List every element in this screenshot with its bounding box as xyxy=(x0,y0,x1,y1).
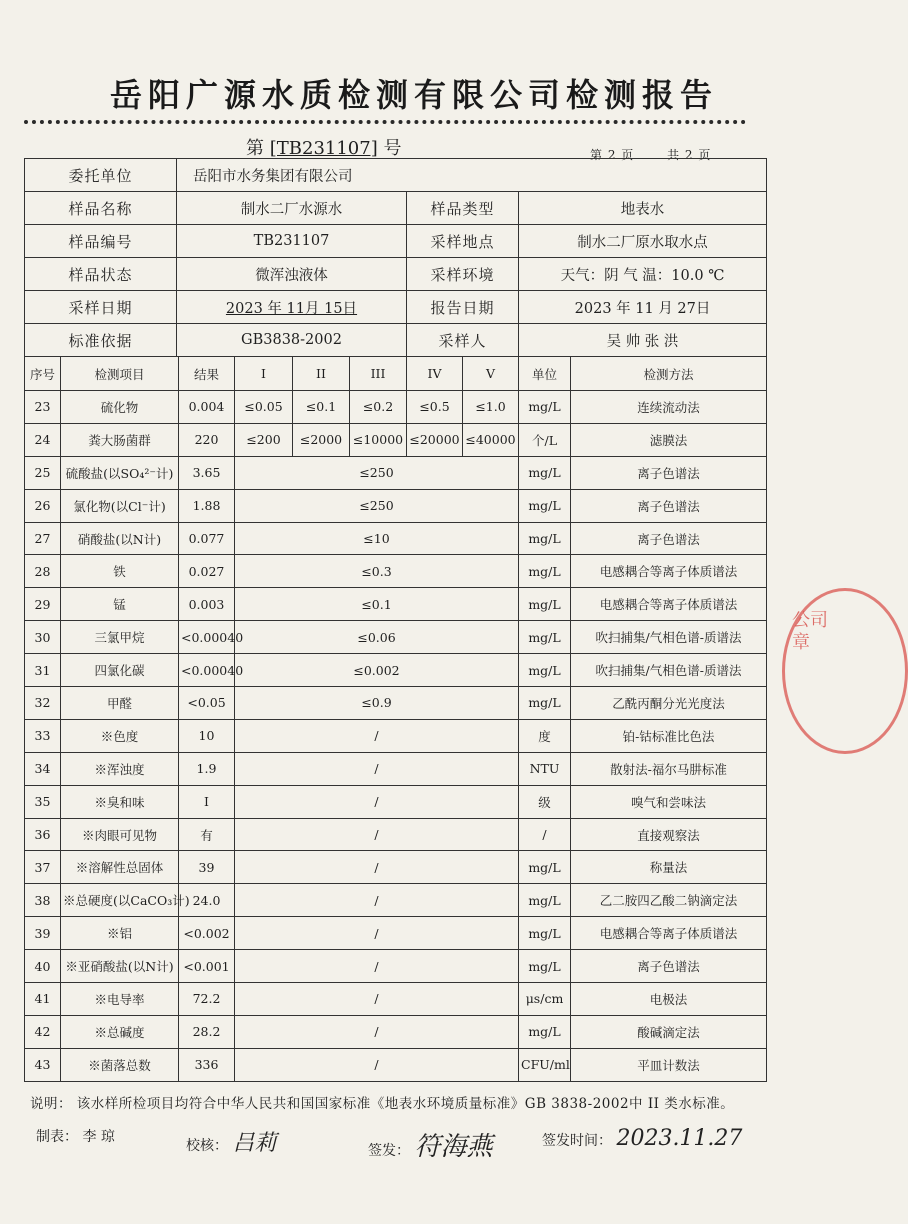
unit: mg/L xyxy=(519,621,571,654)
limit-value: / xyxy=(235,917,519,950)
sampler-label: 采样人 xyxy=(407,324,519,357)
result-value: I xyxy=(179,785,235,818)
row-number: 31 xyxy=(25,654,61,687)
result-value: 0.027 xyxy=(179,555,235,588)
method: 离子色谱法 xyxy=(571,522,767,555)
limit-value: / xyxy=(235,851,519,884)
client-row xyxy=(25,159,767,192)
limit-value: / xyxy=(235,1048,519,1081)
limit-value: ≤10 xyxy=(235,522,519,555)
header-cell: 检测项目 xyxy=(61,357,179,391)
client-value: 岳阳市水务集团有限公司 xyxy=(177,159,767,192)
dotted-divider xyxy=(24,120,746,124)
result-value: 0.077 xyxy=(179,522,235,555)
limit-class-3: ≤0.2 xyxy=(350,391,407,424)
unit: mg/L xyxy=(519,456,571,489)
limit-class-5: ≤40000 xyxy=(463,423,519,456)
method: 电感耦合等离子体质谱法 xyxy=(571,588,767,621)
unit: mg/L xyxy=(519,489,571,522)
issue-time-label: 签发时间： xyxy=(542,1133,612,1149)
test-item: ※臭和味 xyxy=(61,785,179,818)
test-item: ※浑浊度 xyxy=(61,752,179,785)
limit-class-5: ≤1.0 xyxy=(463,391,519,424)
row-number: 34 xyxy=(25,752,61,785)
limit-class-4: ≤0.5 xyxy=(407,391,463,424)
method: 电感耦合等离子体质谱法 xyxy=(571,555,767,588)
report-number-prefix: 第 xyxy=(246,138,264,159)
report-number xyxy=(246,134,401,160)
row-number: 41 xyxy=(25,983,61,1016)
method: 平皿计数法 xyxy=(571,1048,767,1081)
method: 电感耦合等离子体质谱法 xyxy=(571,917,767,950)
issued-signature: 符海燕 xyxy=(414,1132,493,1162)
unit: mg/L xyxy=(519,851,571,884)
unit: 级 xyxy=(519,785,571,818)
row-number: 43 xyxy=(25,1048,61,1081)
result-value: 220 xyxy=(179,423,235,456)
result-value: 72.2 xyxy=(179,983,235,1016)
method: 嗅气和尝味法 xyxy=(571,785,767,818)
env-label: 采样环境 xyxy=(407,258,519,291)
sample-type-label: 样品类型 xyxy=(407,192,519,225)
limit-class-2: ≤0.1 xyxy=(293,391,350,424)
client-label: 委托单位 xyxy=(25,159,177,192)
result-value: 0.003 xyxy=(179,588,235,621)
row-number: 27 xyxy=(25,522,61,555)
method: 散射法-福尔马肼标准 xyxy=(571,752,767,785)
result-value: 1.9 xyxy=(179,752,235,785)
limit-class-4: ≤20000 xyxy=(407,423,463,456)
row-number: 42 xyxy=(25,1015,61,1048)
limit-value: ≤0.9 xyxy=(235,687,519,720)
method: 离子色谱法 xyxy=(571,950,767,983)
page-total: 共 2 页 xyxy=(667,148,712,162)
result-value: 24.0 xyxy=(179,884,235,917)
limit-value: ≤250 xyxy=(235,489,519,522)
limit-value: ≤0.3 xyxy=(235,555,519,588)
table-row xyxy=(25,851,767,884)
row-number: 29 xyxy=(25,588,61,621)
limit-value: / xyxy=(235,884,519,917)
header-cell: III xyxy=(350,357,407,391)
issue-time xyxy=(542,1126,742,1151)
result-value: <0.001 xyxy=(179,950,235,983)
limit-class-1: ≤0.05 xyxy=(235,391,293,424)
row-number: 37 xyxy=(25,851,61,884)
report-number-suffix: 号 xyxy=(383,138,402,159)
row-number: 25 xyxy=(25,456,61,489)
test-item: 粪大肠菌群 xyxy=(61,423,179,456)
unit: μs/cm xyxy=(519,983,571,1016)
method: 直接观察法 xyxy=(571,818,767,851)
report-title: 岳阳广源水质检测有限公司检测报告 xyxy=(109,76,718,114)
row-number: 32 xyxy=(25,687,61,720)
date-value: 2023 年 11月 15日 xyxy=(177,291,407,324)
note-text: 说明： 该水样所检项目均符合中华人民共和国国家标准《地表水环境质量标准》GB 3838-2002中 II 类水标准。 xyxy=(30,1096,735,1112)
table-row xyxy=(25,588,767,621)
result-value: <0.00040 xyxy=(179,654,235,687)
row-number: 24 xyxy=(25,423,61,456)
sample-no-value: TB231107 xyxy=(177,225,407,258)
table-row xyxy=(25,917,767,950)
row-number: 36 xyxy=(25,818,61,851)
issued-by xyxy=(368,1126,492,1163)
method: 连续流动法 xyxy=(571,391,767,424)
limit-value: / xyxy=(235,785,519,818)
header-cell: V xyxy=(463,357,519,391)
method: 离子色谱法 xyxy=(571,456,767,489)
result-value: 39 xyxy=(179,851,235,884)
standard-value: GB3838-2002 xyxy=(177,324,407,357)
row-number: 39 xyxy=(25,917,61,950)
sample-type-value: 地表水 xyxy=(519,192,767,225)
limit-class-3: ≤10000 xyxy=(350,423,407,456)
table-row xyxy=(25,785,767,818)
method: 离子色谱法 xyxy=(571,489,767,522)
unit: 个/L xyxy=(519,423,571,456)
table-row xyxy=(25,1048,767,1081)
table-row xyxy=(25,555,767,588)
prepared-name: 李 琼 xyxy=(82,1129,115,1145)
method: 吹扫捕集/气相色谱-质谱法 xyxy=(571,621,767,654)
test-item: ※溶解性总固体 xyxy=(61,851,179,884)
test-item: ※色度 xyxy=(61,719,179,752)
row-number: 38 xyxy=(25,884,61,917)
site-value: 制水二厂原水取水点 xyxy=(519,225,767,258)
result-value: 有 xyxy=(179,818,235,851)
table-row xyxy=(25,423,767,456)
standard-row xyxy=(25,324,767,357)
limit-value: / xyxy=(235,818,519,851)
limit-value: ≤0.06 xyxy=(235,621,519,654)
limit-value: / xyxy=(235,752,519,785)
result-value: 3.65 xyxy=(179,456,235,489)
checked-label: 校核： xyxy=(186,1138,228,1154)
header-row xyxy=(25,357,767,391)
sampler-value: 吴 帅 张 洪 xyxy=(519,324,767,357)
table-row xyxy=(25,752,767,785)
result-value: 1.88 xyxy=(179,489,235,522)
unit: mg/L xyxy=(519,1015,571,1048)
result-value: 336 xyxy=(179,1048,235,1081)
header-cell: I xyxy=(235,357,293,391)
table-row xyxy=(25,456,767,489)
header-cell: II xyxy=(293,357,350,391)
table-row xyxy=(25,719,767,752)
state-row xyxy=(25,258,767,291)
test-item: ※总硬度(以CaCO₃计) xyxy=(61,884,179,917)
limit-value: / xyxy=(235,719,519,752)
method: 铂-钴标准比色法 xyxy=(571,719,767,752)
row-number: 40 xyxy=(25,950,61,983)
limit-value: ≤0.1 xyxy=(235,588,519,621)
page-current: 第 2 页 xyxy=(590,148,635,162)
state-value: 微浑浊液体 xyxy=(177,258,407,291)
unit: mg/L xyxy=(519,555,571,588)
table-row xyxy=(25,818,767,851)
result-value: <0.05 xyxy=(179,687,235,720)
row-number: 23 xyxy=(25,391,61,424)
method: 称量法 xyxy=(571,851,767,884)
unit: mg/L xyxy=(519,654,571,687)
limit-value: ≤250 xyxy=(235,456,519,489)
row-number: 26 xyxy=(25,489,61,522)
test-item: 硝酸盐(以N计) xyxy=(61,522,179,555)
date-label: 采样日期 xyxy=(25,291,177,324)
row-number: 28 xyxy=(25,555,61,588)
table-row xyxy=(25,621,767,654)
test-item: 氯化物(以Cl⁻计) xyxy=(61,489,179,522)
result-value: 10 xyxy=(179,719,235,752)
limit-value: / xyxy=(235,983,519,1016)
header-cell: 单位 xyxy=(519,357,571,391)
result-value: 0.004 xyxy=(179,391,235,424)
method: 乙酰丙酮分光光度法 xyxy=(571,687,767,720)
table-row xyxy=(25,983,767,1016)
unit: mg/L xyxy=(519,687,571,720)
prepared-by xyxy=(36,1126,115,1146)
table-row xyxy=(25,654,767,687)
issued-label: 签发： xyxy=(368,1143,410,1159)
unit: mg/L xyxy=(519,884,571,917)
test-item: 三氯甲烷 xyxy=(61,621,179,654)
result-value: <0.002 xyxy=(179,917,235,950)
result-value: <0.00040 xyxy=(179,621,235,654)
env-value: 天气：阴 气 温：10.0 ℃ xyxy=(519,258,767,291)
table-row xyxy=(25,391,767,424)
issue-time-value: 2023.11.27 xyxy=(616,1126,743,1151)
limit-class-2: ≤2000 xyxy=(293,423,350,456)
result-value: 28.2 xyxy=(179,1015,235,1048)
row-number: 30 xyxy=(25,621,61,654)
method: 电极法 xyxy=(571,983,767,1016)
table-row xyxy=(25,884,767,917)
test-item: ※菌落总数 xyxy=(61,1048,179,1081)
state-label: 样品状态 xyxy=(25,258,177,291)
method: 乙二胺四乙酸二钠滴定法 xyxy=(571,884,767,917)
unit: / xyxy=(519,818,571,851)
unit: mg/L xyxy=(519,917,571,950)
checked-signature: 吕莉 xyxy=(232,1131,277,1156)
table-row xyxy=(25,950,767,983)
sample-name-value: 制水二厂水源水 xyxy=(177,192,407,225)
method: 酸碱滴定法 xyxy=(571,1015,767,1048)
test-item: 硫化物 xyxy=(61,391,179,424)
limit-value: / xyxy=(235,950,519,983)
test-item: ※肉眼可见物 xyxy=(61,818,179,851)
test-item: 硫酸盐(以SO₄²⁻计) xyxy=(61,456,179,489)
report-date-label: 报告日期 xyxy=(407,291,519,324)
report-number-value: [TB231107] xyxy=(269,138,378,159)
checked-by xyxy=(186,1126,276,1157)
table-row xyxy=(25,1015,767,1048)
test-item: ※亚硝酸盐(以N计) xyxy=(61,950,179,983)
limit-class-1: ≤200 xyxy=(235,423,293,456)
limit-value: / xyxy=(235,1015,519,1048)
test-item: 四氯化碳 xyxy=(61,654,179,687)
header-cell: IV xyxy=(407,357,463,391)
report-date-value: 2023 年 11 月 27日 xyxy=(519,291,767,324)
test-item: ※铝 xyxy=(61,917,179,950)
unit: mg/L xyxy=(519,522,571,555)
unit: mg/L xyxy=(519,950,571,983)
unit: CFU/ml xyxy=(519,1048,571,1081)
table-row xyxy=(25,522,767,555)
sample-info-table xyxy=(24,158,767,357)
results-table xyxy=(24,356,767,1082)
header-cell: 序号 xyxy=(25,357,61,391)
unit: 度 xyxy=(519,719,571,752)
row-number: 33 xyxy=(25,719,61,752)
test-item: 铁 xyxy=(61,555,179,588)
sample-name-label: 样品名称 xyxy=(25,192,177,225)
date-row xyxy=(25,291,767,324)
sample-name-row xyxy=(25,192,767,225)
table-row xyxy=(25,489,767,522)
test-item: ※总碱度 xyxy=(61,1015,179,1048)
prepared-label: 制表： xyxy=(36,1129,78,1145)
method: 吹扫捕集/气相色谱-质谱法 xyxy=(571,654,767,687)
standard-label: 标准依据 xyxy=(25,324,177,357)
table-row xyxy=(25,687,767,720)
header-cell: 结果 xyxy=(179,357,235,391)
method: 滤膜法 xyxy=(571,423,767,456)
unit: mg/L xyxy=(519,588,571,621)
sample-no-label: 样品编号 xyxy=(25,225,177,258)
test-item: 甲醛 xyxy=(61,687,179,720)
header-cell: 检测方法 xyxy=(571,357,767,391)
test-item: 锰 xyxy=(61,588,179,621)
unit: NTU xyxy=(519,752,571,785)
sample-no-row xyxy=(25,225,767,258)
unit: mg/L xyxy=(519,391,571,424)
seal-text: 公司章 xyxy=(792,610,828,653)
test-item: ※电导率 xyxy=(61,983,179,1016)
row-number: 35 xyxy=(25,785,61,818)
site-label: 采样地点 xyxy=(407,225,519,258)
limit-value: ≤0.002 xyxy=(235,654,519,687)
